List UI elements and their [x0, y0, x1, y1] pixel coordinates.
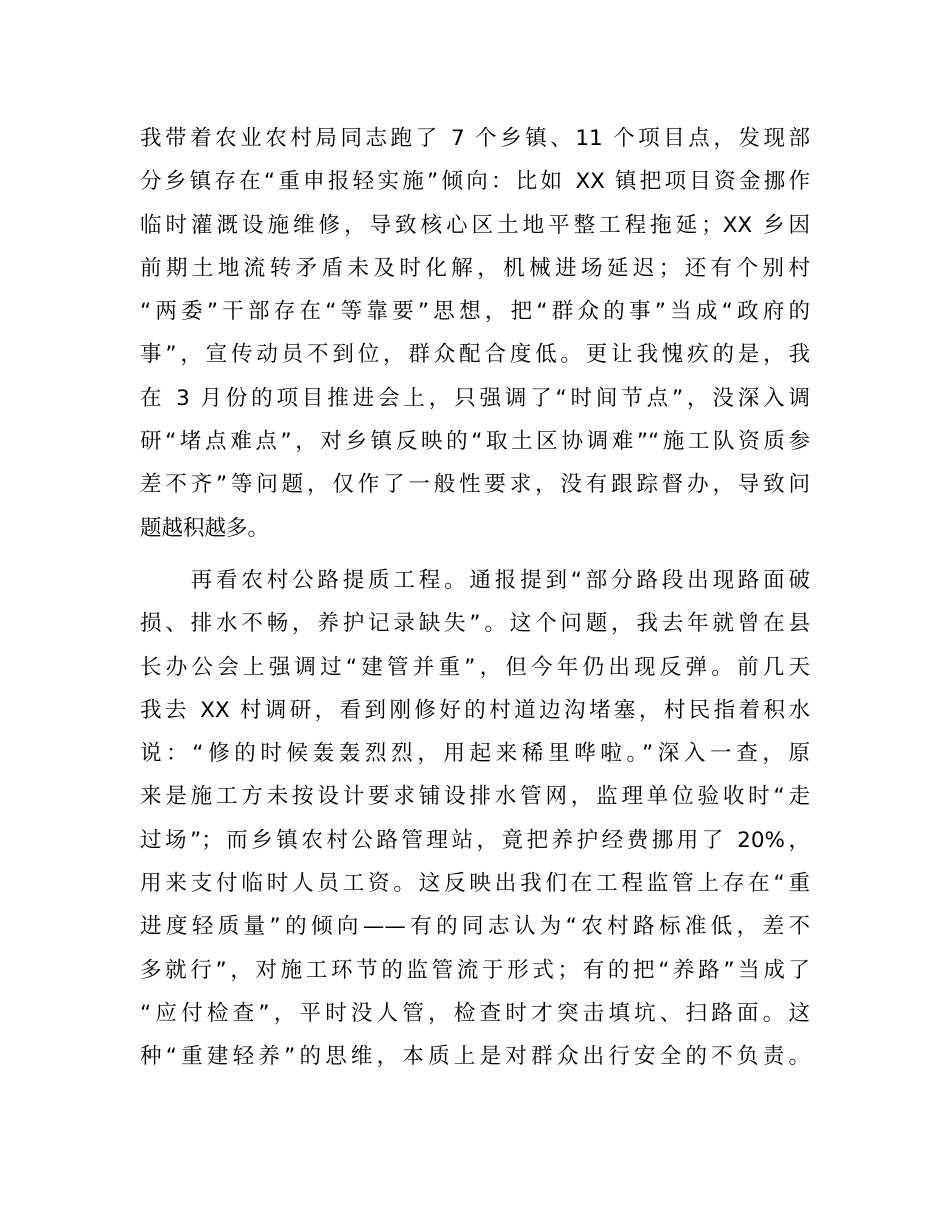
text-line: 前期土地流转矛盾未及时化解，机械进场延迟；还有个别村 [140, 255, 810, 281]
text-line: “两委”干部存在“等靠要”思想，把“群众的事”当成“政府的 [140, 299, 810, 325]
text-line: 长办公会上强调过“建管并重”，但今年仍出现反弹。前几天 [140, 654, 810, 680]
text-line: 分乡镇存在“重申报轻实施”倾向：比如 XX 镇把项目资金挪作 [140, 169, 810, 195]
text-line: 损、排水不畅，养护记录缺失”。这个问题，我去年就曾在县 [140, 611, 810, 637]
text-line: 我去 XX 村调研，看到刚修好的村道边沟堵塞，村民指着积水 [140, 697, 810, 723]
text-line: “应付检查”，平时没人管，检查时才突击填坑、扫路面。这 [140, 1000, 810, 1026]
text-line: 多就行”，对施工环节的监管流于形式；有的把“养路”当成了 [140, 957, 810, 983]
text-line: 我带着农业农村局同志跑了 7 个乡镇、11 个项目点，发现部 [140, 126, 810, 151]
text-line: 说：“修的时候轰轰烈烈，用起来稀里哗啦。”深入一查，原 [140, 741, 810, 767]
text-line: 再看农村公路提质工程。通报提到“部分路段出现路面破 [140, 568, 810, 593]
text-line: 进度轻质量”的倾向——有的同志认为“农村路标准低，差不 [140, 914, 810, 940]
text-line: 种“重建轻养”的思维，本质上是对群众出行安全的不负责。 [140, 1044, 810, 1070]
text-line: 用来支付临时人员工资。这反映出我们在工程监管上存在“重 [140, 871, 810, 897]
text-line: 研“堵点难点”，对乡镇反映的“取土区协调难”“施工队资质参 [140, 429, 810, 455]
text-line: 事”，宣传动员不到位，群众配合度低。更让我愧疚的是，我 [140, 342, 810, 368]
text-line: 题越积越多。 [140, 515, 270, 541]
text-line: 在 3 月份的项目推进会上，只强调了“时间节点”，没深入调 [140, 385, 810, 411]
text-line: 差不齐”等问题，仅作了一般性要求，没有跟踪督办，导致问 [140, 472, 810, 498]
paragraph-2 [140, 559, 810, 1079]
text-line: 临时灌溉设施维修，导致核心区土地平整工程拖延；XX 乡因 [140, 212, 810, 238]
text-line: 来是施工方未按设计要求铺设排水管网，监理单位验收时“走 [140, 784, 810, 810]
text-line: 过场”；而乡镇农村公路管理站，竟把养护经费挪用了 20%， [140, 827, 810, 853]
paragraph-1 [140, 117, 810, 550]
